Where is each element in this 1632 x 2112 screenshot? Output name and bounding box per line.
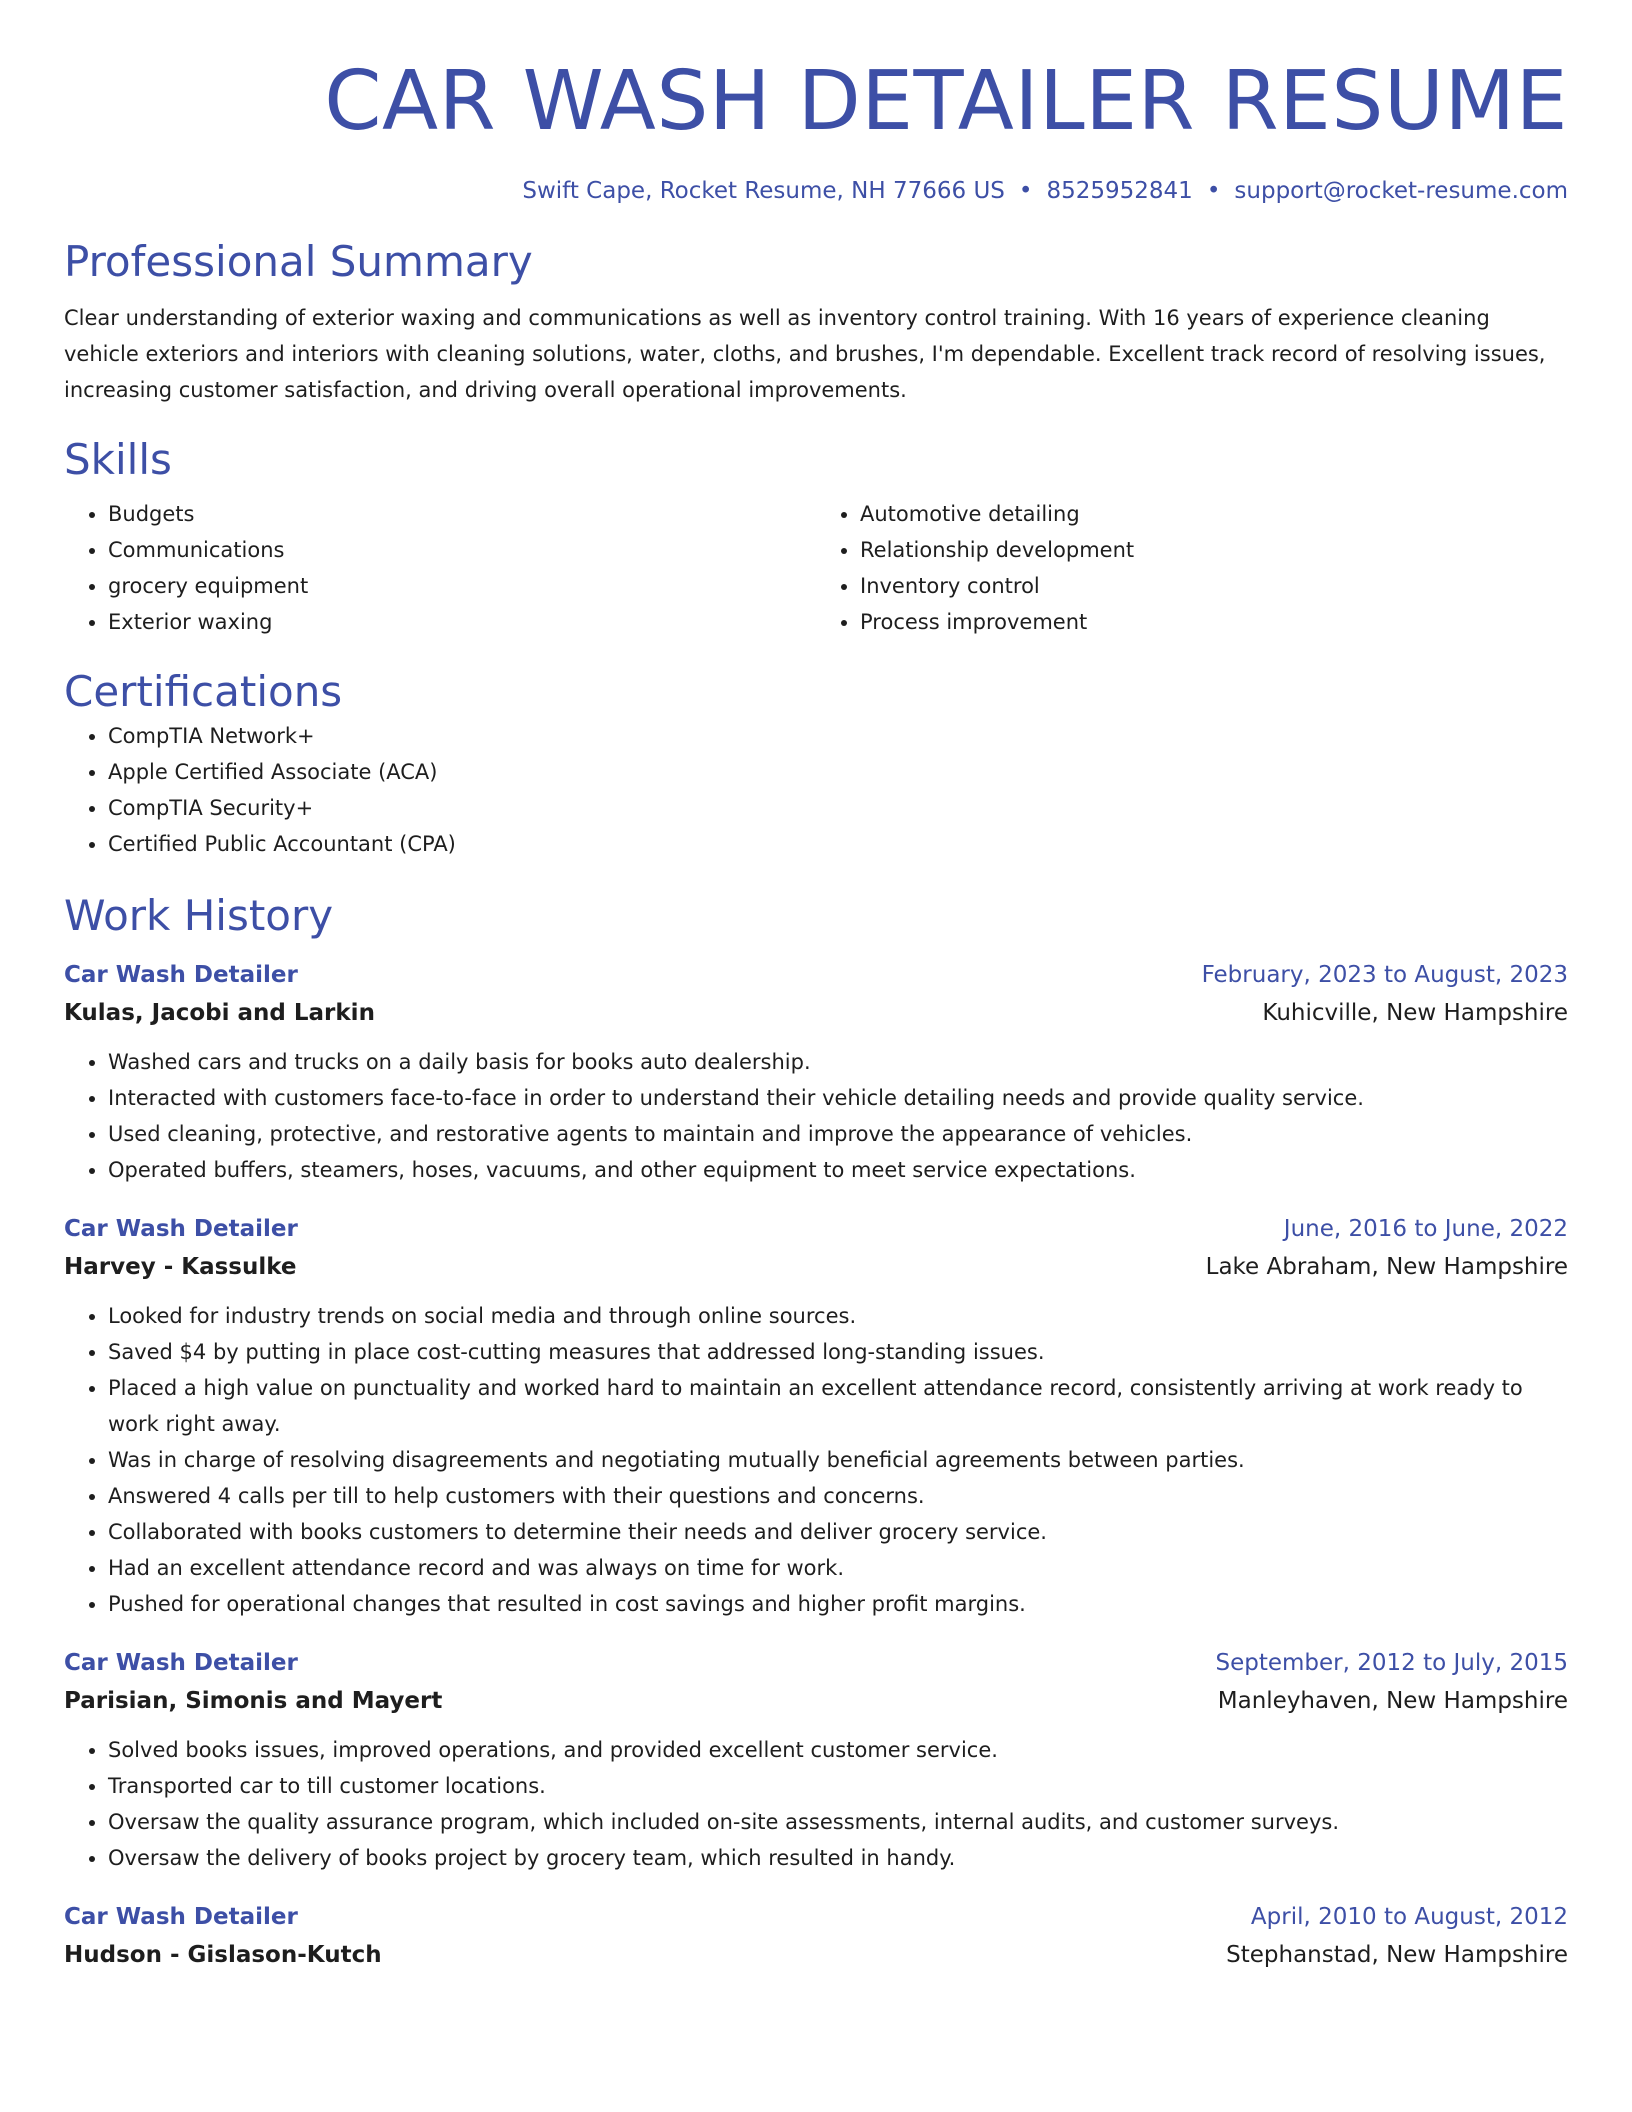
job-dates: February, 2023 to August, 2023 — [1201, 962, 1568, 988]
resume-title: CAR WASH DETAILER RESUME — [324, 54, 1568, 149]
job-company-row — [64, 1682, 1568, 1720]
job-bullet: • Answered 4 calls per till to help customers with their questions and concerns. — [108, 1478, 1568, 1514]
job-header-row — [64, 956, 1568, 994]
job-role: Car Wash Detailer — [64, 962, 298, 988]
contact-address: Swift Cape, Rocket Resume, NH 77666 US — [522, 178, 1005, 204]
job-location: Stephanstad, New Hampshire — [1226, 1942, 1568, 1968]
certification-item: • CompTIA Security+ — [108, 790, 1568, 826]
job-header-row — [64, 1210, 1568, 1248]
job-dates: June, 2016 to June, 2022 — [1283, 1216, 1568, 1242]
contact-email: support@rocket-resume.com — [1234, 178, 1568, 204]
skills-list-right — [816, 496, 1568, 640]
job-entry — [64, 1644, 1568, 1876]
certifications-list — [64, 718, 1568, 862]
job-bullet: • Solved books issues, improved operations, and provided excellent customer service. — [108, 1732, 1568, 1768]
contact-separator: • — [1018, 178, 1033, 204]
skill-item: • Process improvement — [860, 604, 1568, 640]
summary-section — [64, 236, 1568, 408]
job-bullet: • Saved $4 by putting in place cost-cutting measures that addressed long-standing issues. — [108, 1334, 1568, 1370]
job-company: Kulas, Jacobi and Larkin — [64, 1000, 375, 1026]
job-location: Kuhicville, New Hampshire — [1262, 1000, 1568, 1026]
job-header-row — [64, 1898, 1568, 1936]
job-role: Car Wash Detailer — [64, 1650, 298, 1676]
job-company-row — [64, 1248, 1568, 1286]
work-history-heading: Work History — [64, 891, 334, 940]
job-bullets — [64, 1298, 1568, 1622]
certification-item: • Certified Public Accountant (CPA) — [108, 826, 1568, 862]
job-bullet: • Oversaw the delivery of books project by grocery team, which resulted in handy. — [108, 1840, 1568, 1876]
job-company-row — [64, 1936, 1568, 1974]
job-bullet: • Interacted with customers face-to-face in order to understand their vehicle detailing needs and provide quality service. — [108, 1080, 1568, 1116]
skill-item: • Relationship development — [860, 532, 1568, 568]
certifications-heading: Certifications — [64, 667, 343, 716]
job-entry — [64, 1898, 1568, 1974]
contact-line — [64, 176, 1568, 206]
summary-heading: Professional Summary — [64, 237, 533, 286]
job-bullet: • Collaborated with books customers to determine their needs and deliver grocery service. — [108, 1514, 1568, 1550]
skill-item: • Inventory control — [860, 568, 1568, 604]
job-bullet: • Had an excellent attendance record and was always on time for work. — [108, 1550, 1568, 1586]
job-bullet: • Operated buffers, steamers, hoses, vacuums, and other equipment to meet service expectations. — [108, 1152, 1568, 1188]
certifications-section — [64, 666, 1568, 862]
job-dates: April, 2010 to August, 2012 — [1250, 1904, 1568, 1930]
job-company: Parisian, Simonis and Mayert — [64, 1688, 443, 1714]
skills-list-left — [64, 496, 816, 640]
job-location: Manleyhaven, New Hampshire — [1217, 1688, 1568, 1714]
job-bullet: • Was in charge of resolving disagreements and negotiating mutually beneficial agreements between parties. — [108, 1442, 1568, 1478]
skill-item: • Communications — [108, 532, 816, 568]
job-bullet: • Washed cars and trucks on a daily basis for books auto dealership. — [108, 1044, 1568, 1080]
job-role: Car Wash Detailer — [64, 1216, 298, 1242]
job-bullets — [64, 1044, 1568, 1188]
job-company: Harvey - Kassulke — [64, 1254, 297, 1280]
job-entry — [64, 1210, 1568, 1622]
resume-header — [64, 0, 1568, 206]
skill-item: • Budgets — [108, 496, 816, 532]
job-bullet: • Placed a high value on punctuality and worked hard to maintain an excellent attendance record, consistently arriving at work ready to work right away. — [108, 1370, 1568, 1442]
contact-separator: • — [1206, 178, 1221, 204]
skills-heading: Skills — [64, 435, 172, 484]
work-history-section — [64, 890, 1568, 1974]
skill-item: • grocery equipment — [108, 568, 816, 604]
skills-section — [64, 434, 1568, 640]
job-bullet: • Transported car to till customer locations. — [108, 1768, 1568, 1804]
skill-item: • Exterior waxing — [108, 604, 816, 640]
skills-grid — [64, 496, 1568, 640]
job-company: Hudson - Gislason-Kutch — [64, 1942, 382, 1968]
job-dates: September, 2012 to July, 2015 — [1215, 1650, 1568, 1676]
job-bullet: • Looked for industry trends on social media and through online sources. — [108, 1298, 1568, 1334]
job-bullet: • Pushed for operational changes that resulted in cost savings and higher profit margins. — [108, 1586, 1568, 1622]
job-bullet: • Used cleaning, protective, and restorative agents to maintain and improve the appearance of vehicles. — [108, 1116, 1568, 1152]
job-role: Car Wash Detailer — [64, 1904, 298, 1930]
certification-item: • CompTIA Network+ — [108, 718, 1568, 754]
summary-text: Clear understanding of exterior waxing and communications as well as inventory control training. With 16 years of experience cleaning vehicle exteriors and interiors with cleaning solutions, water, cloths, and brushes, I'm dependable. Excellent track record of resolving issues, increasing customer satisfaction, and driving overall operational improvements. — [64, 306, 1546, 402]
job-bullet: • Oversaw the quality assurance program, which included on-site assessments, internal audits, and customer surveys. — [108, 1804, 1568, 1840]
job-entry — [64, 956, 1568, 1188]
contact-phone: 8525952841 — [1046, 178, 1193, 204]
job-header-row — [64, 1644, 1568, 1682]
job-bullets — [64, 1732, 1568, 1876]
job-company-row — [64, 994, 1568, 1032]
skill-item: • Automotive detailing — [860, 496, 1568, 532]
job-location: Lake Abraham, New Hampshire — [1205, 1254, 1568, 1280]
certification-item: • Apple Certified Associate (ACA) — [108, 754, 1568, 790]
